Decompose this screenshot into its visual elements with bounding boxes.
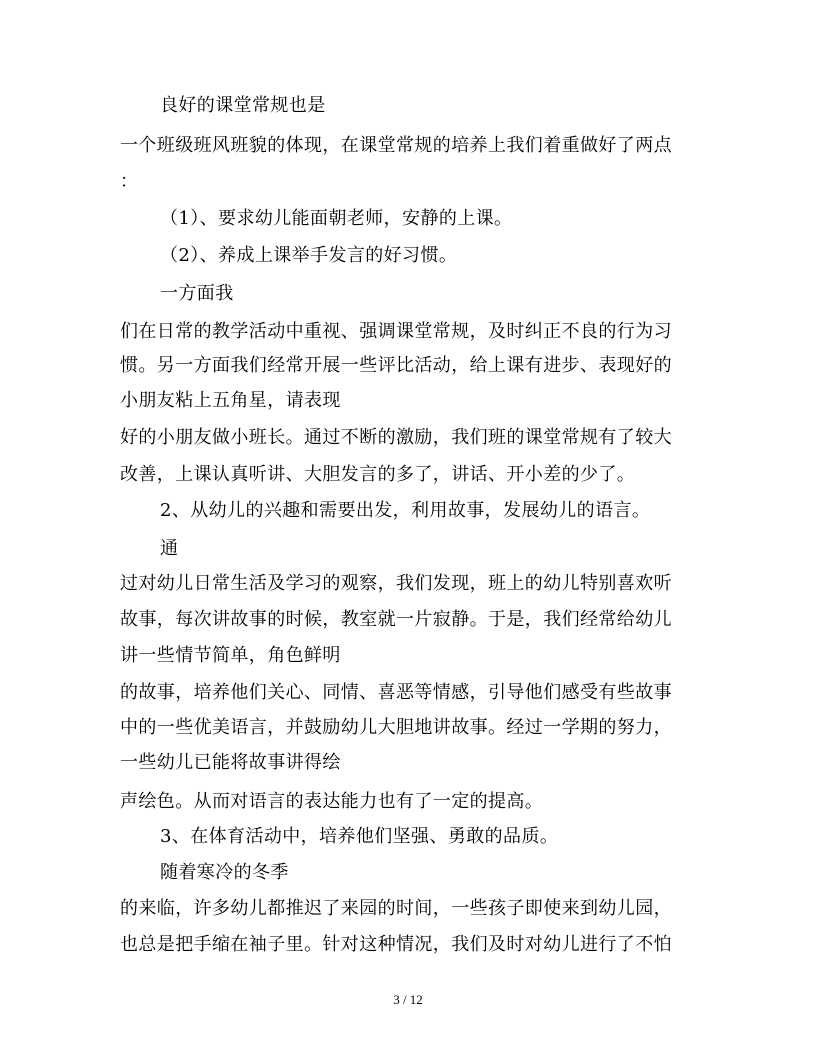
text-line: 一方面我 xyxy=(160,283,234,304)
text-line: 一些幼儿已能将故事讲得绘 xyxy=(120,752,341,773)
text-line: 声绘色。从而对语言的表达能力也有了一定的提高。 xyxy=(120,791,544,812)
text-line: （2）、养成上课举手发言的好习惯。 xyxy=(160,245,458,266)
text-line: 良好的课堂常规也是 xyxy=(160,95,326,116)
text-line: 中的一些优美语言，并鼓励幼儿大胆地讲故事。经过一学期的努力， xyxy=(120,717,672,738)
text-line: 改善，上课认真听讲、大胆发言的多了，讲话、开小差的少了。 xyxy=(120,464,636,485)
text-line: 随着寒冷的冬季 xyxy=(160,862,289,883)
text-line: 过对幼儿日常生活及学习的观察，我们发现，班上的幼儿特别喜欢听 xyxy=(120,573,672,594)
text-line: 一个班级班风班貌的体现，在课堂常规的培养上我们着重做好了两点 xyxy=(120,135,672,156)
text-line: ： xyxy=(120,171,139,192)
text-line: 小朋友粘上五角星，请表现 xyxy=(120,390,341,411)
text-line: 故事，每次讲故事的时候，教室就一片寂静。于是，我们经常给幼儿 xyxy=(120,609,672,630)
text-line: 惯。另一方面我们经常开展一些评比活动，给上课有进步、表现好的 xyxy=(120,355,672,376)
text-line: 通 xyxy=(160,538,179,559)
text-line: 3、在体育活动中，培养他们坚强、勇敢的品质。 xyxy=(160,826,559,847)
text-line: （1）、要求幼儿能面朝老师，安静的上课。 xyxy=(160,208,513,229)
page-number: 3 / 12 xyxy=(393,992,423,1007)
text-line: 的来临，许多幼儿都推迟了来园的时间，一些孩子即使来到幼儿园， xyxy=(120,898,672,919)
text-line: 2、从幼儿的兴趣和需要出发，利用故事，发展幼儿的语言。 xyxy=(160,500,651,521)
text-line: 也总是把手缩在袖子里。针对这种情况，我们及时对幼儿进行了不怕 xyxy=(120,934,672,955)
text-line: 们在日常的教学活动中重视、强调课堂常规，及时纠正不良的行为习 xyxy=(120,321,672,342)
text-line: 的故事，培养他们关心、同情、喜恶等情感，引导他们感受有些故事 xyxy=(120,682,672,703)
text-line: 好的小朋友做小班长。通过不断的激励，我们班的课堂常规有了较大 xyxy=(120,427,672,448)
text-line: 讲一些情节简单，角色鲜明 xyxy=(120,645,341,666)
